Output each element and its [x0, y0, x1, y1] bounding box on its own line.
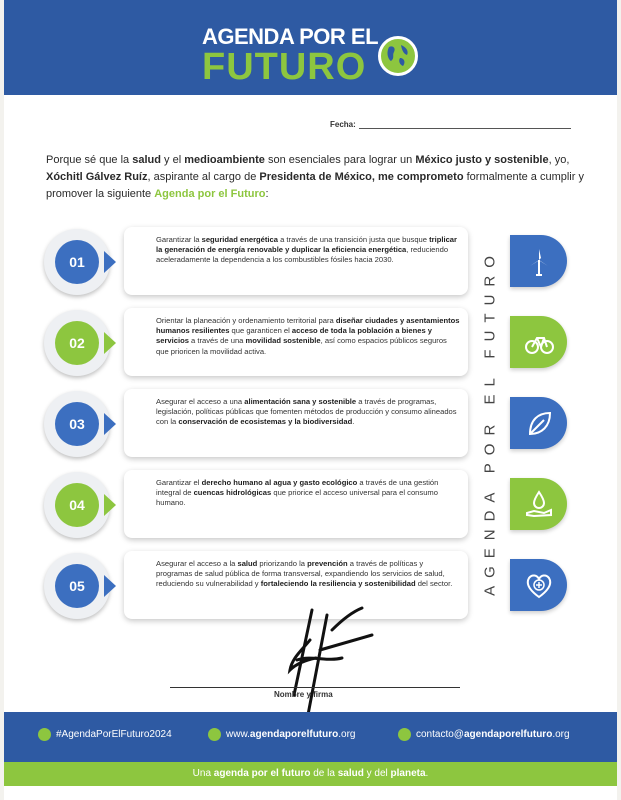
item-number-badge — [44, 310, 110, 376]
item-number-badge — [44, 391, 110, 457]
tagline-text: Una agenda por el futuro de la salud y del planeta. — [192, 768, 429, 779]
signature-line — [170, 687, 460, 688]
chevron-right-icon — [104, 332, 116, 354]
bicycle-icon — [510, 316, 567, 368]
handwritten-signature — [272, 600, 382, 725]
item-text: Asegurar el acceso a la salud priorizando la prevención a través de políticas y programas de salud pública de forma transversal, expandiendo los servicios de salud, reduciendo su vulnerabilidad y fortaleciendo la resiliencia y sostenibilidad del sector. — [156, 559, 453, 589]
signature-label: Nombre y firma — [274, 690, 333, 699]
chevron-right-icon — [104, 413, 116, 435]
item-text: Orientar la planeación y ordenamiento territorial para diseñar ciudades y asentamientos humanos resilientes que garanticen el acceso de toda la población a bienes y servicios a través de una movilidad sostenible, así como espacios públicos seguros que prioricen la movilidad activa. — [156, 316, 460, 356]
leaf-icon — [510, 397, 567, 449]
chevron-right-icon — [104, 494, 116, 516]
email-icon — [398, 728, 411, 741]
item-text: Asegurar el acceso a una alimentación sana y sostenible a través de programas, legislación, políticas públicas que fomenten métodos de producción y consumo alineados con la conservación de ecosistemas y la biodiversidad. — [156, 397, 457, 427]
brand-line-2: FUTURO — [202, 46, 367, 88]
item-card — [124, 227, 468, 295]
commitment-item — [4, 470, 617, 548]
date-label: Fecha: — [330, 120, 356, 129]
item-number: 05 — [55, 564, 99, 608]
footer-hashtag: #AgendaPorElFuturo2024 — [56, 729, 172, 740]
commitment-item — [4, 227, 617, 305]
item-number: 04 — [55, 483, 99, 527]
item-number-badge — [44, 472, 110, 538]
document-sheet — [4, 0, 617, 800]
item-number: 02 — [55, 321, 99, 365]
vertical-agenda-label: AGENDA POR EL FUTURO — [481, 248, 499, 596]
globe-icon — [378, 36, 418, 76]
item-text: Garantizar el derecho humano al agua y gasto ecológico a través de una gestión integral de cuencas hidrológicas que priorice el acceso universal para el consumo humano. — [156, 478, 439, 508]
item-number-badge — [44, 229, 110, 295]
chevron-right-icon — [104, 575, 116, 597]
item-number: 03 — [55, 402, 99, 446]
commitment-item — [4, 308, 617, 386]
commitment-item — [4, 389, 617, 467]
date-line — [359, 128, 571, 129]
footer-website[interactable]: www.agendaporelfuturo.org — [226, 729, 356, 740]
chevron-right-icon — [104, 251, 116, 273]
item-card — [124, 389, 468, 457]
item-card — [124, 308, 468, 376]
item-text: Garantizar la seguridad energética a través de una transición justa que busque triplicar la generación de energía renovable y duplicar la eficiencia energética, reduciendo aceleradamente la dependencia a los combustibles fósiles hacia 2030. — [156, 235, 457, 265]
water-hand-icon — [510, 478, 567, 530]
item-number-badge — [44, 553, 110, 619]
item-number: 01 — [55, 240, 99, 284]
heart-health-icon — [510, 559, 567, 611]
header-banner — [4, 0, 617, 95]
wind-turbine-icon — [510, 235, 567, 287]
web-globe-icon — [208, 728, 221, 741]
tagline-bar — [4, 762, 617, 786]
hashtag-icon — [38, 728, 51, 741]
intro-paragraph: Porque sé que la salud y el medioambiente son esenciales para lograr un México justo y sostenible, yo, Xóchitl Gálvez Ruíz, aspirante al cargo de Presidenta de México, me comprometo formalmente a cumplir y promover la siguiente Agenda por el Futuro: — [46, 154, 584, 200]
footer-contact-bar — [4, 712, 617, 762]
item-card — [124, 470, 468, 538]
footer-email[interactable]: contacto@agendaporelfuturo.org — [416, 729, 570, 740]
brand-line-1: AGENDA POR EL — [202, 24, 379, 49]
